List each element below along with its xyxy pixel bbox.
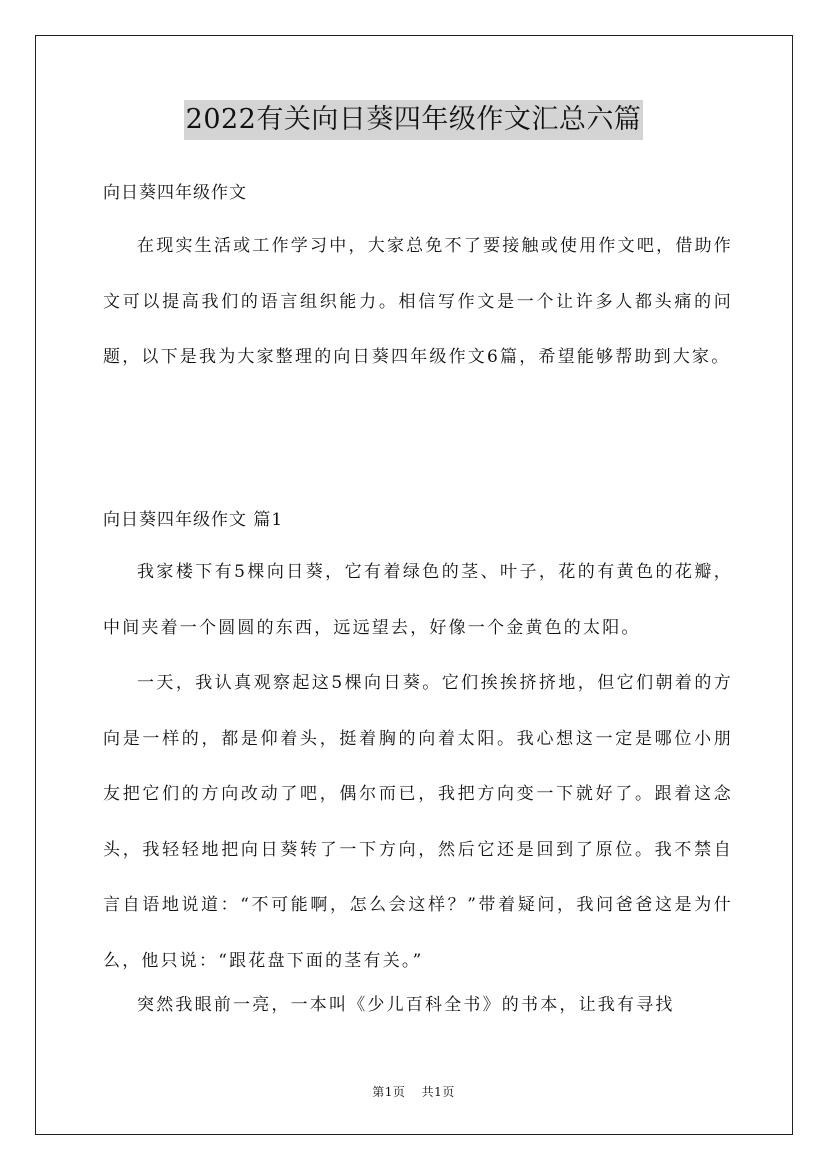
section1-paragraph-1: 我家楼下有5棵向日葵，它有着绿色的茎、叶子，花的有黄色的花瓣，中间夹着一个圆圆的东西，远远望去，好像一个金黄色的太阳。 [103,562,733,638]
title-container [0,100,827,140]
intro-paragraph: 在现实生活或工作学习中，大家总免不了要接触或使用作文吧，借助作文可以提高我们的语言组织能力。相信写作文是一个让许多人都头痛的问题，以下是我为大家整理的向日葵四年级作文6篇，希望能够帮助到大家。 [103,236,733,367]
section1-paragraph-2: 一天，我认真观察起这5棵向日葵。它们挨挨挤挤地，但它们朝着的方向是一样的，都是仰着头，挺着胸的向着太阳。我心想这一定是哪位小朋友把它们的方向改动了吧，偶尔而已，我把方向变一下就好了。跟着这念头，我轻轻地把向日葵转了一下方向，然后它还是回到了原位。我不禁自言自语地说道：“不可能啊，怎么会这样？”带着疑问，我问爸爸这是为什么，他只说：“跟花盘下面的茎有关。” [103,673,733,971]
section1-paragraph-3: 突然我眼前一亮，一本叫《少儿百科全书》的书本，让我有寻找 [137,995,675,1015]
page-number: 第1页 [372,1085,406,1099]
page-footer [0,1083,827,1100]
document-title: 2022有关向日葵四年级作文汇总六篇 [184,100,644,140]
intro-heading: 向日葵四年级作文 [103,183,247,203]
section1-heading: 向日葵四年级作文 篇1 [103,510,284,530]
page-total: 共1页 [421,1085,455,1099]
